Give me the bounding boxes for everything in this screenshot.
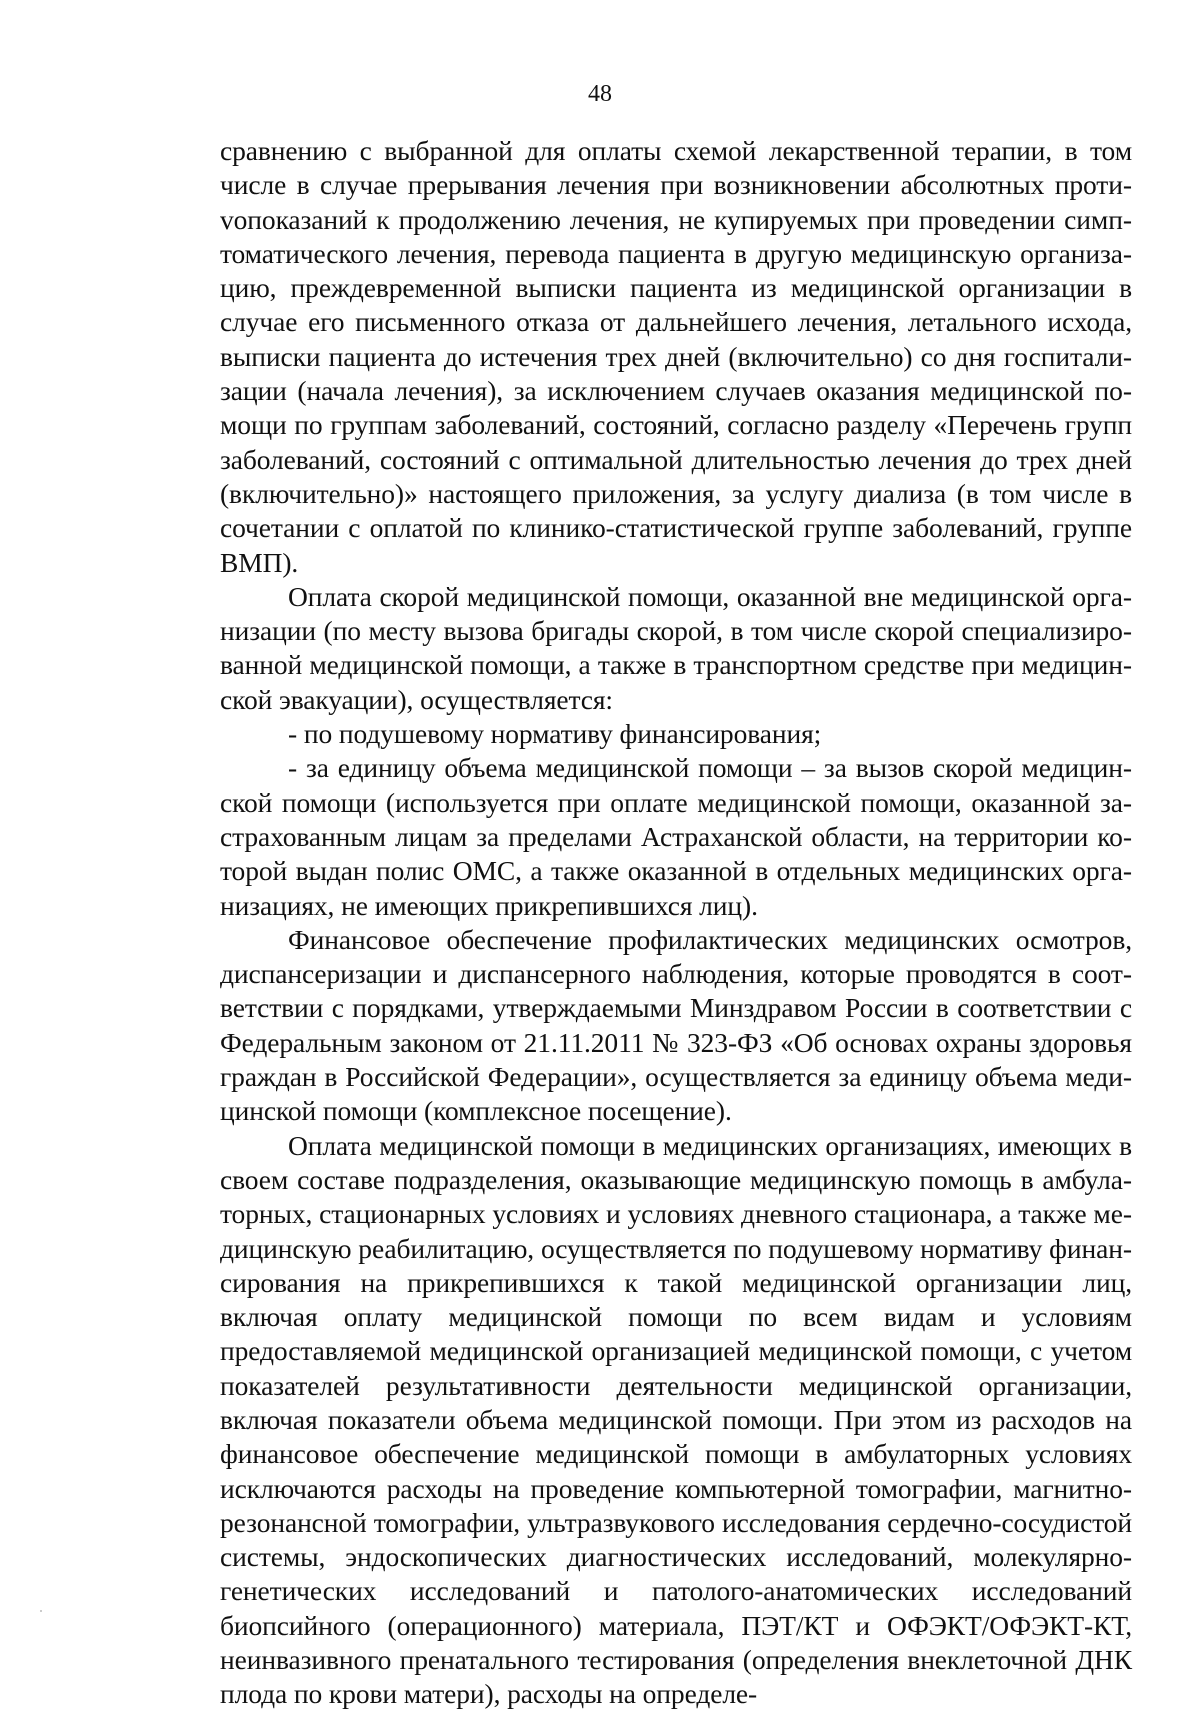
paragraph-preventive-exams: Финансовое обеспечение профилактических медицинских осмотров, диспансеризации и диспансерного наблюдения, которые проводятся в соответствии с порядками, утверждаемыми Минздравом России в соответствии с Федеральным законом от 21.11.2011 № 323-ФЗ «Об основах охраны здоровья граждан в Российской Федерации», осуществляется за единицу объема медицинской помощи (комплексное посещение). — [220, 923, 1132, 1127]
paragraph-ambulance-payment: Оплата скорой медицинской помощи, оказанной вне медицинской организации (по месту вызова бригады скорой, в том числе скорой специализированной медицинской помощи, а также в транспортном средстве при медицинской эвакуации), осуществляется: — [220, 580, 1132, 715]
paragraph-organization-payment: Оплата медицинской помощи в медицинских организациях, имеющих в своем составе подразделения, оказывающие медицинскую помощь в амбулаторных, стационарных условиях и условиях дневного стационара, а также медицинскую реабилитацию, осуществляется по подушевому нормативу финансирования на прикрепившихся к такой медицинской организации лиц, включая оплату медицинской помощи по всем видам и условиям предоставляемой медицинской организацией медицинской помощи, с учетом показателей результативности деятельности медицинской организации, включая показатели объема медицинской помощи. При этом из расходов на финансовое обеспечение медицинской помощи в амбулаторных условиях исключаются расходы на проведение компьютерной томографии, магнитно-резонансной томографии, ультразвукового исследования сердечно-сосудистой системы, эндоскопических диагностических исследований, молекулярно-генетических исследований и патолого-анатомических исследований биопсийного (операционного) материала, ПЭТ/КТ и ОФЭКТ/ОФЭКТ-КТ, неинвазивного пренатального тестирования (определения внеклеточной ДНК плода по крови матери), расходы на определе- — [220, 1129, 1132, 1710]
scan-artifact — [40, 1610, 42, 1612]
document-body — [220, 134, 1132, 1712]
list-item-per-capita: - по подушевому нормативу финансирования; — [288, 718, 822, 750]
paragraph-continuation: сравнению с выбранной для оплаты схемой лекарственной терапии, в том числе в случае прерывания лечения при возникновении абсолютных протиvопоказаний к продолжению лечения, не купируемых при проведении симптоматического лечения, перевода пациента в другую медицинскую организацию, преждевременной выписки пациента из медицинской организации в случае его письменного отказа от дальнейшего лечения, летального исхода, выписки пациента до истечения трех дней (включительно) со дня госпитализации (начала лечения), за исключением случаев оказания медицинской помощи по группам заболеваний, состояний, согласно разделу «Перечень групп заболеваний, состояний с оптимальной длительностью лечения до трех дней (включительно)» настоящего приложения, за услугу диализа (в том числе в сочетании с оплатой по клинико-статистической группе заболеваний, группе ВМП). — [220, 135, 1132, 578]
list-item-per-unit: - за единицу объема медицинской помощи – за вызов скорой медицинской помощи (используется при оплате медицинской помощи, оказанной застрахованным лицам за пределами Астраханской области, на территории которой выдан полис ОМС, а также оказанной в отдельных медицинских организациях, не имеющих прикрепившихся лиц). — [220, 752, 1132, 921]
page-number: 48 — [588, 81, 612, 107]
